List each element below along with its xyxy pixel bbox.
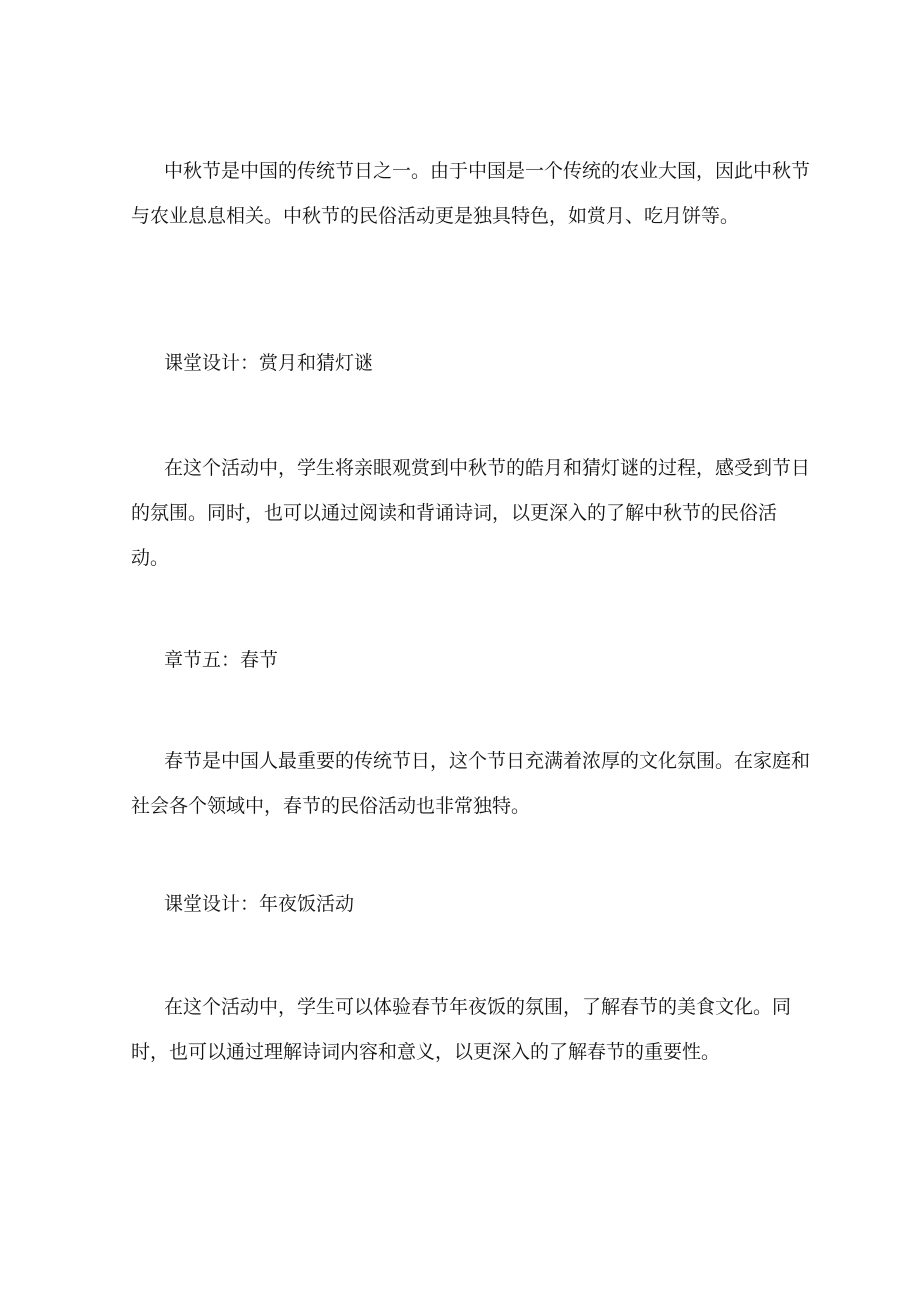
- paragraph-moon-riddles-activity: 在这个活动中，学生将亲眼观赏到中秋节的皓月和猜灯谜的过程，感受到节日的氛围。同时，也可以通过阅读和背诵诗词，以更深入的了解中秋节的民俗活动。: [131, 457, 811, 569]
- paragraph-spring-festival-intro: 春节是中国人最重要的传统节日，这个节日充满着浓厚的文化氛围。在家庭和社会各个领域中，春节的民俗活动也非常独特。: [131, 750, 811, 817]
- paragraph-reunion-dinner-activity: 在这个活动中，学生可以体验春节年夜饭的氛围，了解春节的美食文化。同时，也可以通过理解诗词内容和意义，以更深入的了解春节的重要性。: [131, 996, 792, 1063]
- section-heading-reunion-dinner: 课堂设计：年夜饭活动: [164, 893, 355, 915]
- section-heading-moon-riddles: 课堂设计：赏月和猜灯谜: [164, 352, 374, 374]
- chapter-heading-spring-festival: 章节五：春节: [164, 649, 279, 671]
- paragraph-mid-autumn-intro: 中秋节是中国的传统节日之一。由于中国是一个传统的农业大国，因此中秋节与农业息息相关。中秋节的民俗活动更是独具特色，如赏月、吃月饼等。: [131, 160, 811, 227]
